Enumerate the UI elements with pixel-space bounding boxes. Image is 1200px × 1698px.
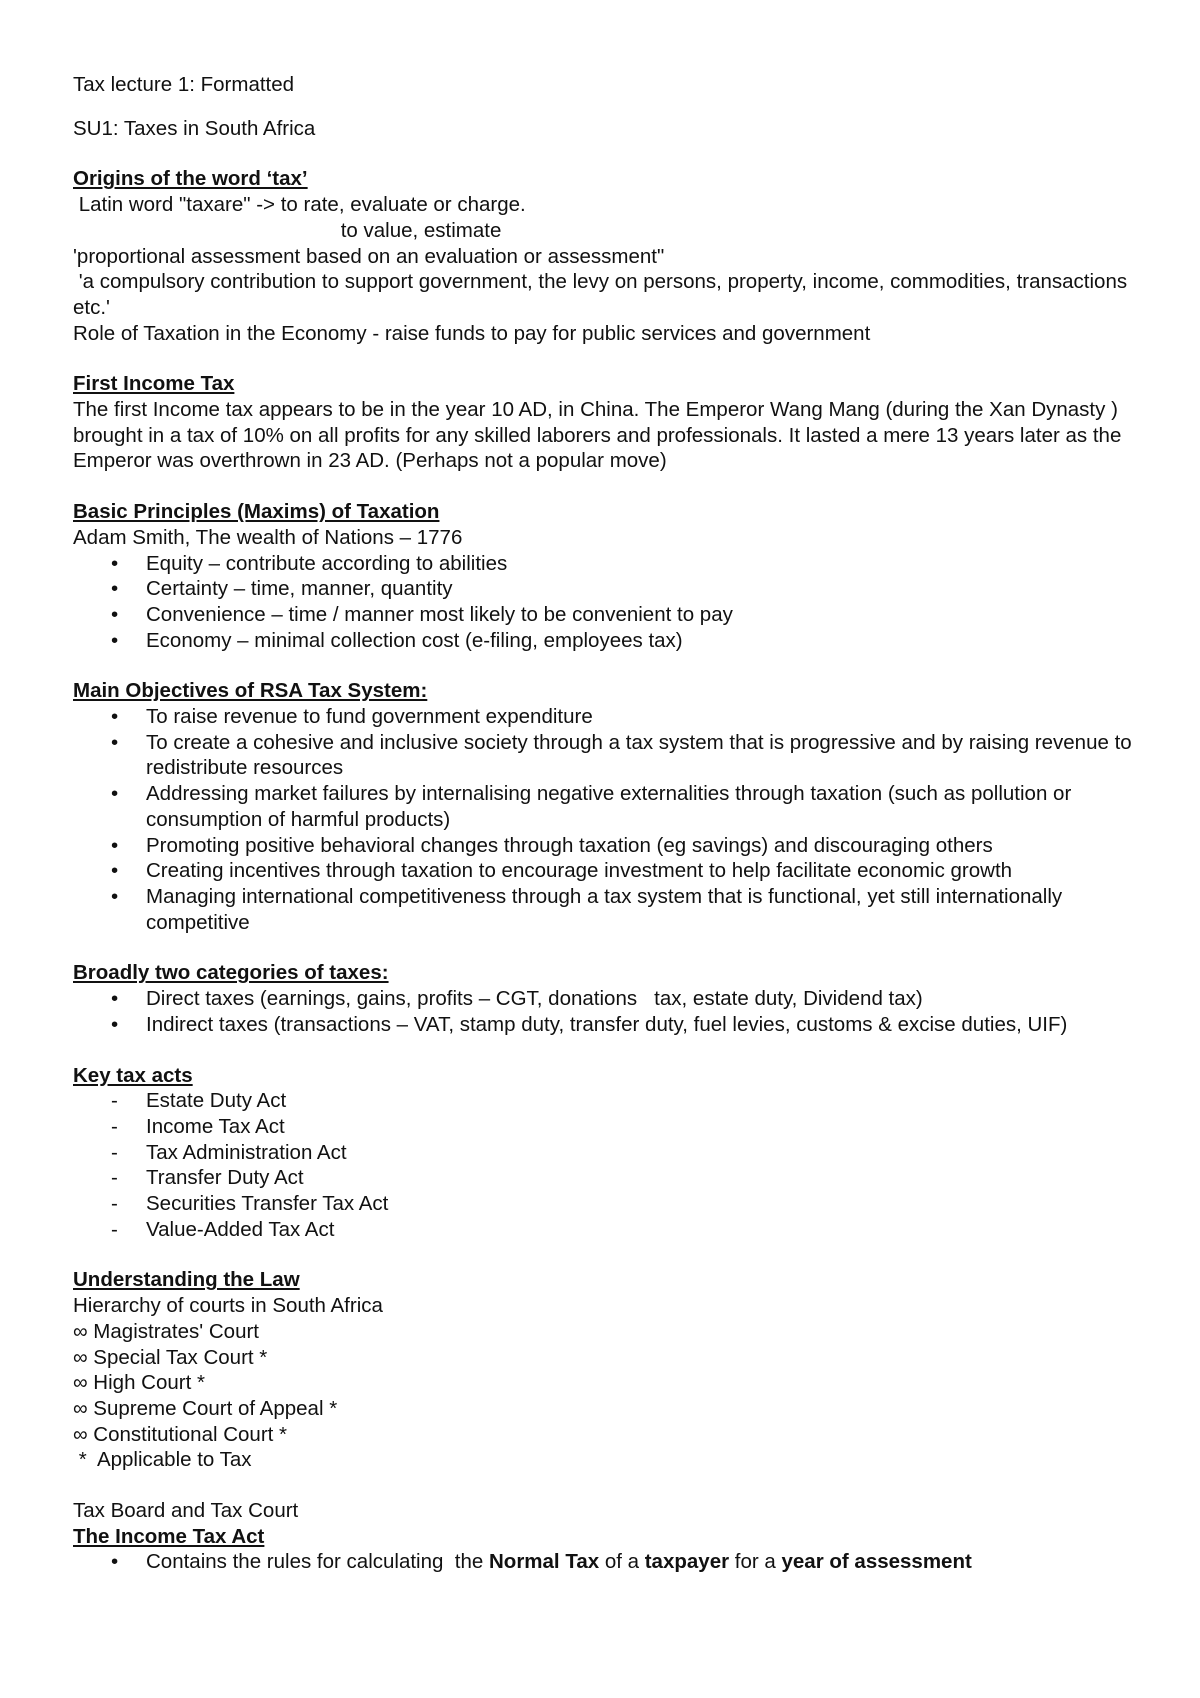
list-item-text: Addressing market failures by internalising negative externalities through taxation (such as pollution or consumption of harmful products) xyxy=(146,782,1072,831)
bullet-marker: • xyxy=(111,628,119,652)
court-item: ∞ High Court * xyxy=(73,1371,205,1395)
document-subtitle: SU1: Taxes in South Africa xyxy=(73,116,316,140)
court-item: ∞ Magistrates' Court xyxy=(73,1319,260,1343)
list-item-text: Value-Added Tax Act xyxy=(146,1217,335,1241)
list-item xyxy=(73,858,1143,884)
first-income-tax-heading: First Income Tax xyxy=(73,372,235,396)
list-item xyxy=(73,1012,1143,1038)
bullet-marker: • xyxy=(111,1012,119,1036)
list-item xyxy=(73,884,1143,935)
list-item-text: Creating incentives through taxation to encourage investment to help facilitate economic growth xyxy=(146,859,1013,883)
bullet-marker: • xyxy=(111,602,119,626)
list-item-text xyxy=(146,1550,972,1573)
origins-line: 'proportional assessment based on an evaluation or assessment" xyxy=(73,244,665,268)
list-item xyxy=(73,1217,1143,1243)
list-item-text: Economy – minimal collection cost (e-filing, employees tax) xyxy=(146,628,683,652)
list-item xyxy=(73,1088,1143,1114)
origins-line: to value, estimate xyxy=(73,218,502,242)
bullet-marker: • xyxy=(111,577,119,601)
list-item-text: Estate Duty Act xyxy=(146,1089,287,1113)
acts-heading: Key tax acts xyxy=(73,1063,193,1087)
list-item-text: Tax Administration Act xyxy=(146,1140,347,1164)
list-item xyxy=(73,986,1143,1012)
list-item-text: Income Tax Act xyxy=(146,1114,285,1138)
court-item: ∞ Special Tax Court * xyxy=(73,1345,268,1369)
list-item xyxy=(73,602,1143,628)
income-tax-act-list xyxy=(73,1549,1143,1575)
list-item-text: Securities Transfer Tax Act xyxy=(146,1192,389,1216)
court-footnote: * Applicable to Tax xyxy=(73,1448,252,1472)
list-item-text: Direct taxes (earnings, gains, profits – CGT, donations tax, estate duty, Dividend tax) xyxy=(146,987,923,1011)
court-item: ∞ Supreme Court of Appeal * xyxy=(73,1396,338,1420)
list-item-text: Managing international competitiveness through a tax system that is functional, yet still internationally competitive xyxy=(146,884,1063,934)
principles-intro: Adam Smith, The wealth of Nations – 1776 xyxy=(73,525,463,549)
list-item xyxy=(73,551,1143,577)
principles-list xyxy=(73,551,1143,654)
dash-marker: - xyxy=(111,1089,118,1113)
bullet-marker: • xyxy=(111,859,119,883)
list-item xyxy=(73,1114,1143,1140)
categories-list xyxy=(73,986,1143,1037)
origins-heading: Origins of the word ‘tax’ xyxy=(73,167,308,191)
bullet-marker: • xyxy=(111,987,119,1011)
tax-board-line: Tax Board and Tax Court xyxy=(73,1499,299,1523)
dash-marker: - xyxy=(111,1114,118,1138)
objectives-heading: Main Objectives of RSA Tax System: xyxy=(73,679,428,703)
text-run: Contains the rules for calculating the xyxy=(146,1550,489,1574)
origins-line: 'a compulsory contribution to support government, the levy on persons, property, income, commodities, transactions etc.' xyxy=(73,270,1133,319)
list-item-text: Indirect taxes (transactions – VAT, stamp duty, transfer duty, fuel levies, customs & excise duties, UIF) xyxy=(146,1012,1068,1036)
list-item xyxy=(73,576,1143,602)
document-body xyxy=(73,72,1143,1575)
bullet-marker: • xyxy=(111,1550,119,1574)
list-item xyxy=(73,833,1143,859)
categories-heading: Broadly two categories of taxes: xyxy=(73,961,389,985)
origins-line: Latin word "taxare" -> to rate, evaluate or charge. xyxy=(73,193,526,217)
list-item xyxy=(73,1191,1143,1217)
law-intro: Hierarchy of courts in South Africa xyxy=(73,1294,383,1318)
bullet-marker: • xyxy=(111,884,119,908)
first-income-tax-paragraph: The first Income tax appears to be in the year 10 AD, in China. The Emperor Wang Mang (during the Xan Dynasty ) brought in a tax of 10% on all profits for any skilled laborers and professionals. It lasted a mere 13 years later as the Emperor was overthrown in 23 AD. (Perhaps not a popular move) xyxy=(73,398,1128,473)
bullet-marker: • xyxy=(111,782,119,806)
list-item-text: To raise revenue to fund government expenditure xyxy=(146,705,593,729)
list-item-text: Equity – contribute according to abilities xyxy=(146,551,508,575)
origins-line: Role of Taxation in the Economy - raise funds to pay for public services and government xyxy=(73,321,871,345)
list-item-text: Promoting positive behavioral changes through taxation (eg savings) and discouraging others xyxy=(146,833,993,857)
list-item xyxy=(73,730,1143,781)
law-heading: Understanding the Law xyxy=(73,1268,300,1292)
list-item-text: To create a cohesive and inclusive society through a tax system that is progressive and by raising revenue to redistribute resources xyxy=(146,730,1132,780)
text-run: of a xyxy=(599,1550,645,1574)
document-title: Tax lecture 1: Formatted xyxy=(73,73,295,96)
dash-marker: - xyxy=(111,1166,118,1190)
dash-marker: - xyxy=(111,1217,118,1241)
bold-term: year of assessment xyxy=(781,1550,972,1574)
dash-marker: - xyxy=(111,1192,118,1216)
list-item-text: Certainty – time, manner, quantity xyxy=(146,577,453,601)
list-item xyxy=(73,1165,1143,1191)
dash-marker: - xyxy=(111,1140,118,1164)
income-tax-act-heading: The Income Tax Act xyxy=(73,1524,265,1548)
bold-term: taxpayer xyxy=(644,1550,730,1574)
bullet-marker: • xyxy=(111,551,119,575)
bullet-marker: • xyxy=(111,705,119,729)
acts-list xyxy=(73,1088,1143,1242)
list-item xyxy=(73,1140,1143,1166)
court-item: ∞ Constitutional Court * xyxy=(73,1422,288,1446)
bullet-marker: • xyxy=(111,833,119,857)
list-item-text: Transfer Duty Act xyxy=(146,1166,304,1190)
list-item xyxy=(73,704,1143,730)
principles-heading: Basic Principles (Maxims) of Taxation xyxy=(73,500,440,524)
list-item xyxy=(73,1549,1143,1575)
list-item-text: Convenience – time / manner most likely to be convenient to pay xyxy=(146,602,733,626)
list-item xyxy=(73,781,1143,832)
objectives-list xyxy=(73,704,1143,935)
bold-term: Normal Tax xyxy=(489,1550,600,1574)
list-item xyxy=(73,628,1143,654)
text-run: for a xyxy=(729,1550,782,1574)
bullet-marker: • xyxy=(111,730,119,754)
